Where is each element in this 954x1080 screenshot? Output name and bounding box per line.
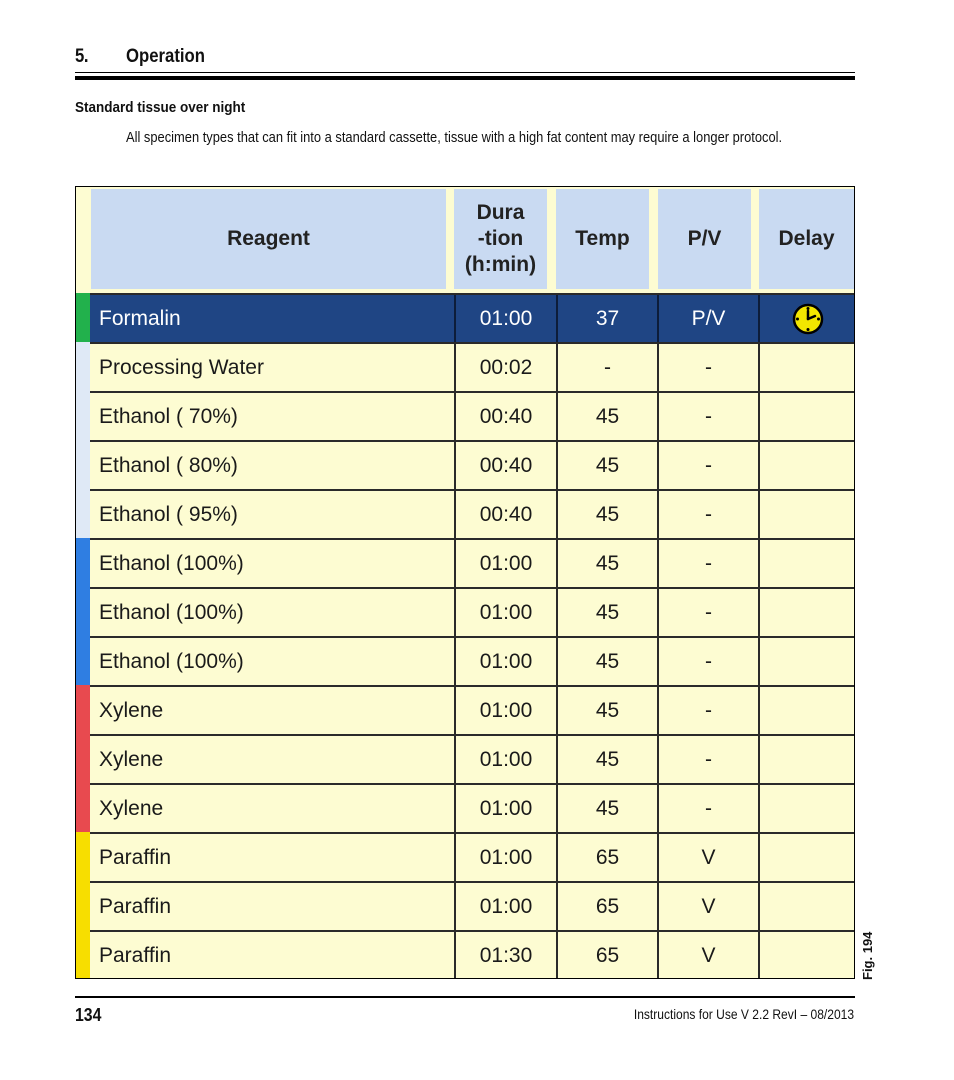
table-row [90,489,855,538]
temp-cell: 65 [556,932,657,979]
group-color-bar [76,930,90,979]
header-rule-thin [75,72,855,73]
reagent-cell: Paraffin [99,943,171,967]
delay-cell [758,540,855,587]
duration-cell: 01:30 [454,932,556,979]
header-reagent: Reagent [91,189,446,289]
group-color-bar [76,734,90,783]
table-row [90,783,855,832]
pv-cell: - [657,344,758,391]
section-number: 5. [75,46,89,67]
clock-icon [792,303,824,335]
duration-cell: 00:40 [454,393,556,440]
pv-cell: - [657,393,758,440]
table-row [90,391,855,440]
program-table-screenshot [75,186,855,979]
delay-cell [758,785,855,832]
temp-cell: 45 [556,540,657,587]
reagent-cell: Ethanol ( 80%) [99,453,238,477]
group-color-bar [76,587,90,636]
delay-cell [758,638,855,685]
group-color-bar [76,489,90,538]
reagent-cell: Xylene [99,796,164,820]
header-rule-thick [75,76,855,80]
group-color-bar [76,293,90,342]
reagent-cell: Ethanol (100%) [99,649,244,673]
header-duration-line1: Dura [476,201,525,224]
pv-cell: - [657,638,758,685]
duration-cell: 01:00 [454,540,556,587]
header-pv: P/V [658,189,751,289]
reagent-cell: Ethanol ( 70%) [99,404,238,428]
delay-cell [758,687,855,734]
delay-cell [758,442,855,489]
temp-cell: 45 [556,736,657,783]
reagent-cell: Ethanol (100%) [99,600,244,624]
section-title: Operation [126,46,205,67]
duration-cell: 01:00 [454,834,556,881]
table-row [90,538,855,587]
delay-cell [758,491,855,538]
duration-cell: 00:40 [454,442,556,489]
figure-label: Fig. 194 [860,931,875,980]
pv-cell: - [657,736,758,783]
temp-cell: 65 [556,883,657,930]
reagent-cell: Paraffin [99,894,171,918]
duration-cell: 01:00 [454,295,556,342]
group-color-bar [76,783,90,832]
pv-cell: V [657,883,758,930]
table-row [90,440,855,489]
footer-rule [75,996,855,998]
table-row [90,587,855,636]
footer-text: Instructions for Use V 2.2 RevI – 08/2013 [633,1006,854,1022]
pv-cell: - [657,491,758,538]
table-row [90,342,855,391]
temp-cell: 45 [556,785,657,832]
header-delay: Delay [759,189,854,289]
description-text: All specimen types that can fit into a standard cassette, tissue with a high fat content may require a longer protocol. [126,129,783,146]
pv-cell: V [657,834,758,881]
delay-cell [758,393,855,440]
table-row [90,734,855,783]
temp-cell: 37 [556,295,657,342]
pv-cell: - [657,687,758,734]
reagent-cell: Processing Water [99,355,264,379]
reagent-cell: Formalin [99,306,181,330]
duration-cell: 00:40 [454,491,556,538]
table-row [90,930,855,979]
group-color-bar [76,342,90,391]
duration-cell: 01:00 [454,736,556,783]
temp-cell: 45 [556,442,657,489]
delay-cell [758,834,855,881]
reagent-cell: Xylene [99,747,164,771]
table-row [90,636,855,685]
temp-cell: 45 [556,393,657,440]
delay-cell [758,736,855,783]
header-duration-line2: -tion [477,227,524,250]
group-color-bar [76,685,90,734]
temp-cell: 45 [556,638,657,685]
subheading: Standard tissue over night [75,99,246,116]
delay-cell [758,932,855,979]
group-color-bar [76,832,90,881]
temp-cell: 65 [556,834,657,881]
table-row [90,881,855,930]
group-color-bar [76,881,90,930]
reagent-cell: Xylene [99,698,164,722]
delay-cell [758,883,855,930]
reagent-cell: Ethanol (100%) [99,551,244,575]
duration-cell: 01:00 [454,883,556,930]
temp-cell: 45 [556,687,657,734]
duration-cell: 01:00 [454,785,556,832]
table-row [90,293,855,342]
temp-cell: 45 [556,491,657,538]
pv-cell: - [657,785,758,832]
header-temp: Temp [556,189,649,289]
duration-cell: 01:00 [454,589,556,636]
reagent-cell: Paraffin [99,845,171,869]
duration-cell: 00:02 [454,344,556,391]
temp-cell: - [556,344,657,391]
duration-cell: 01:00 [454,687,556,734]
group-color-bar [76,538,90,587]
pv-cell: P/V [657,295,758,342]
pv-cell: - [657,540,758,587]
pv-cell: V [657,932,758,979]
temp-cell: 45 [556,589,657,636]
delay-cell [758,344,855,391]
delay-cell [758,589,855,636]
group-color-bar [76,391,90,440]
header-duration [454,189,547,289]
pv-cell: - [657,589,758,636]
group-color-bar [76,636,90,685]
table-row [90,832,855,881]
delay-cell [758,295,855,342]
table-row [90,685,855,734]
header-duration-line3: (h:min) [464,253,537,276]
reagent-cell: Ethanol ( 95%) [99,502,238,526]
duration-cell: 01:00 [454,638,556,685]
pv-cell: - [657,442,758,489]
page-number: 134 [75,1005,102,1025]
group-color-bar [76,440,90,489]
